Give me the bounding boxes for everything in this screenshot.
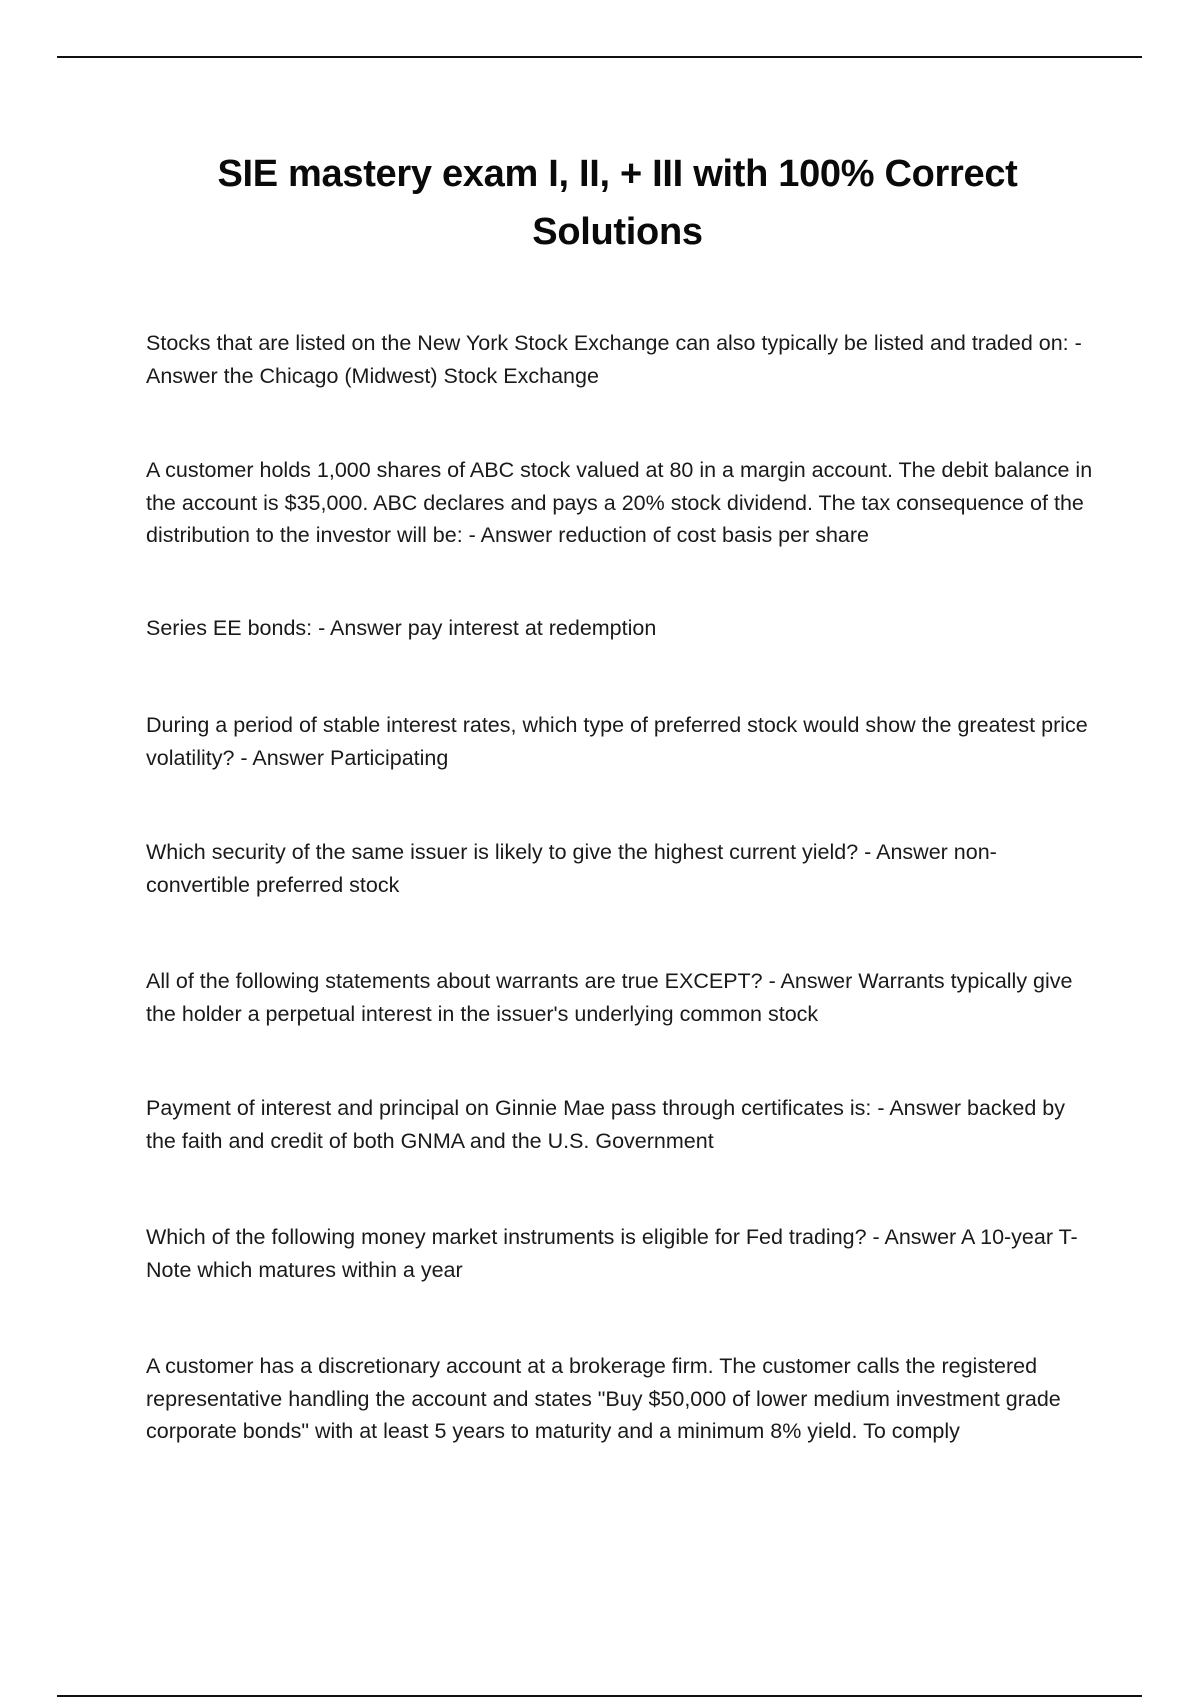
- qa-item-4: During a period of stable interest rates, which type of preferred stock would show the greatest price volatility? - Answer Participating: [146, 713, 1088, 770]
- answer-text: Participating: [330, 745, 449, 770]
- question-text: A customer has a discretionary account at a brokerage firm. The customer calls the registered representative handling the account and states "Buy $50,000 of lower medium investment grade corporate bonds" with at least 5 years to maturity and a minimum 8% yield. To comply: [146, 1354, 1061, 1443]
- bottom-rule: [57, 1695, 1142, 1697]
- top-rule: [57, 56, 1142, 58]
- qa-item-6: All of the following statements about warrants are true EXCEPT? - Answer Warrants typically give the holder a perpetual interest in the issuer's underlying common stock: [146, 969, 1073, 1026]
- qa-item-7: Payment of interest and principal on Ginnie Mae pass through certificates is: - Answer backed by the faith and credit of both GNMA and the U.S. Government: [146, 1096, 1066, 1153]
- qa-item-3: Series EE bonds: - Answer pay interest at redemption: [146, 616, 657, 640]
- question-text: Payment of interest and principal on Ginnie Mae pass through certificates is:: [146, 1096, 872, 1120]
- page-title: SIE mastery exam I, II, + III with 100% Correct Solutions: [217, 153, 1018, 253]
- question-text: Which security of the same issuer is likely to give the highest current yield?: [146, 840, 859, 864]
- qa-item-8: Which of the following money market instruments is eligible for Fed trading? - Answer A 10-year T-Note which matures within a year: [146, 1225, 1078, 1282]
- answer-text: non-convertible preferred stock: [146, 840, 997, 897]
- answer-text: A 10-year T-Note which matures within a year: [146, 1225, 1078, 1282]
- qa-item-1: Stocks that are listed on the New York Stock Exchange can also typically be listed and traded on: - Answer the Chicago (Midwest) Stock Exchange: [146, 331, 1082, 388]
- qa-item-2: A customer holds 1,000 shares of ABC stock valued at 80 in a margin account. The debit balance in the account is $35,000. ABC declares and pays a 20% stock dividend. The tax consequence of the distribution to the investor will be: - Answer reduction of cost basis per share: [146, 458, 1093, 547]
- answer-text: reduction of cost basis per share: [558, 523, 870, 547]
- answer-text: pay interest at redemption: [407, 616, 657, 640]
- question-text: Which of the following money market instruments is eligible for Fed trading?: [146, 1225, 867, 1249]
- question-text: Stocks that are listed on the New York Stock Exchange can also typically be listed and traded on:: [146, 331, 1069, 355]
- qa-item-9: [146, 1350, 1096, 1448]
- answer-text: Warrants typically give the holder a perpetual interest in the issuer's underlying common stock: [146, 969, 1073, 1026]
- answer-text: backed by the faith and credit of both GNMA and the U.S. Government: [146, 1096, 1066, 1153]
- question-text: Series EE bonds:: [146, 616, 313, 640]
- question-text: All of the following statements about warrants are true EXCEPT?: [146, 969, 763, 993]
- question-text: During a period of stable interest rates, which type of preferred stock would show the greatest price volatility?: [146, 713, 1088, 770]
- question-text: A customer holds 1,000 shares of ABC stock valued at 80 in a margin account. The debit balance in the account is $35,000. ABC declares and pays a 20% stock dividend. The tax consequence of the distribution to the investor will be:: [146, 458, 1093, 547]
- answer-text: the Chicago (Midwest) Stock Exchange: [223, 363, 599, 388]
- qa-item-5: Which security of the same issuer is likely to give the highest current yield? - Answer non-convertible preferred stock: [146, 840, 997, 897]
